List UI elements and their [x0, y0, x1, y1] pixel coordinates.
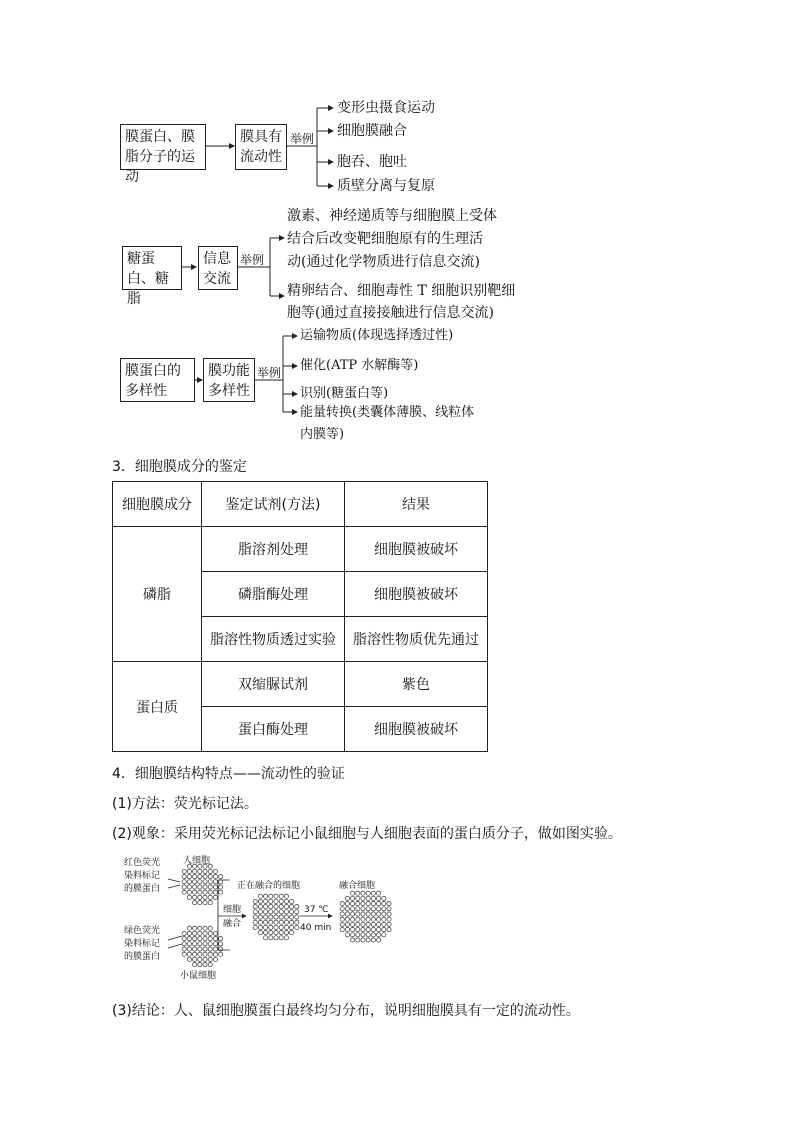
conclusion-line: (3)结论：人、鼠细胞膜蛋白最终均匀分布，说明细胞膜具有一定的流动性。	[112, 1003, 580, 1019]
red-label-line-3: 的膜蛋白	[124, 884, 161, 894]
d3-item-1: 运输物质(体现选择透过性)	[300, 328, 454, 343]
d1-item-1: 变形虫摄食运动	[337, 100, 435, 116]
table-cell-component: 蛋白质	[113, 662, 202, 752]
human-cell-cluster	[182, 864, 223, 905]
fusion-label-line-1: 细胞	[223, 905, 242, 915]
d1-item-2: 细胞膜融合	[337, 123, 407, 139]
d2-source-box: 糖蛋白、糖脂	[122, 246, 182, 290]
fused-cell-label: 融合细胞	[339, 881, 376, 891]
table-cell: 蛋白酶处理	[202, 707, 345, 752]
temperature-label: 37 ℃	[304, 905, 329, 915]
d1-source-box: 膜蛋白、膜脂分子的运动	[120, 124, 206, 170]
membrane-component-table	[112, 481, 488, 752]
table-row	[113, 662, 488, 707]
d2-item-2-line-1: 精卵结合、细胞毒性 T 细胞识别靶细	[287, 283, 516, 299]
green-label-line-2: 染料标记	[124, 939, 161, 949]
d3-item-3: 识别(糖蛋白等)	[300, 386, 389, 401]
red-label-line-2: 染料标记	[124, 871, 161, 881]
d3-item-2: 催化(ATP 水解酶等)	[300, 358, 419, 373]
green-label-line-3: 的膜蛋白	[124, 952, 161, 962]
table-cell: 细胞膜被破坏	[345, 527, 488, 572]
table-cell: 脂溶剂处理	[202, 527, 345, 572]
method-line: (1)方法：荧光标记法。	[112, 796, 258, 812]
d1-middle-box: 膜具有流动性	[235, 124, 287, 170]
observation-line: (2)观象：采用荧光标记法标记小鼠细胞与人细胞表面的蛋白质分子，做如图实验。	[112, 826, 622, 842]
red-label-line-1: 红色荧光	[124, 858, 161, 868]
fusing-cell-label: 正在融合的细胞	[237, 881, 301, 891]
d2-item-1-line-2: 结合后改变靶细胞原有的生理活	[287, 231, 483, 247]
d1-example-label: 举例	[290, 132, 315, 146]
d2-item-1-line-1: 激素、神经递质等与细胞膜上受体	[287, 208, 497, 224]
green-label-line-1: 绿色荧光	[124, 926, 161, 936]
d3-example-label: 举例	[257, 366, 282, 380]
cell-fusion-figure	[0, 850, 794, 990]
d3-item-4-line-2: 内膜等)	[300, 427, 345, 442]
mouse-cell-label: 小鼠细胞	[180, 971, 217, 981]
d2-item-2-line-2: 胞等(通过直接接触进行信息交流)	[287, 305, 494, 321]
table-cell-component: 磷脂	[113, 527, 202, 662]
d2-example-label: 举例	[240, 253, 265, 267]
table-cell: 磷脂酶处理	[202, 572, 345, 617]
fusing-cell-cluster	[253, 894, 299, 940]
table-header-row	[113, 482, 488, 527]
d2-item-1-line-3: 动(通过化学物质进行信息交流)	[287, 254, 480, 270]
d2-middle-box: 信息交流	[198, 246, 238, 290]
d3-middle-box: 膜功能多样性	[203, 358, 255, 402]
table-cell: 紫色	[345, 662, 488, 707]
table-row	[113, 527, 488, 572]
section-4-title: 4．细胞膜结构特点——流动性的验证	[112, 766, 345, 782]
human-cell-label: 人细胞	[183, 856, 211, 866]
d3-source-box: 膜蛋白的多样性	[120, 358, 195, 402]
table-cell: 细胞膜被破坏	[345, 572, 488, 617]
d1-item-4: 质壁分离与复原	[337, 178, 435, 194]
table-cell: 脂溶性物质透过实验	[202, 617, 345, 662]
d1-item-3: 胞吞、胞吐	[337, 154, 407, 170]
time-label: 40 min	[300, 923, 332, 933]
table-cell: 细胞膜被破坏	[345, 707, 488, 752]
section-3-title: 3．细胞膜成分的鉴定	[112, 459, 247, 475]
d3-item-4-line-1: 能量转换(类囊体薄膜、线粒体	[300, 405, 475, 420]
table-header: 鉴定试剂(方法)	[202, 482, 345, 527]
fused-cell-cluster	[340, 891, 391, 942]
mouse-cell-cluster	[182, 926, 223, 967]
table-header: 细胞膜成分	[113, 482, 202, 527]
fusion-label-line-2: 融合	[223, 919, 242, 929]
table-header: 结果	[345, 482, 488, 527]
table-cell: 双缩脲试剂	[202, 662, 345, 707]
table-cell: 脂溶性物质优先通过	[345, 617, 488, 662]
